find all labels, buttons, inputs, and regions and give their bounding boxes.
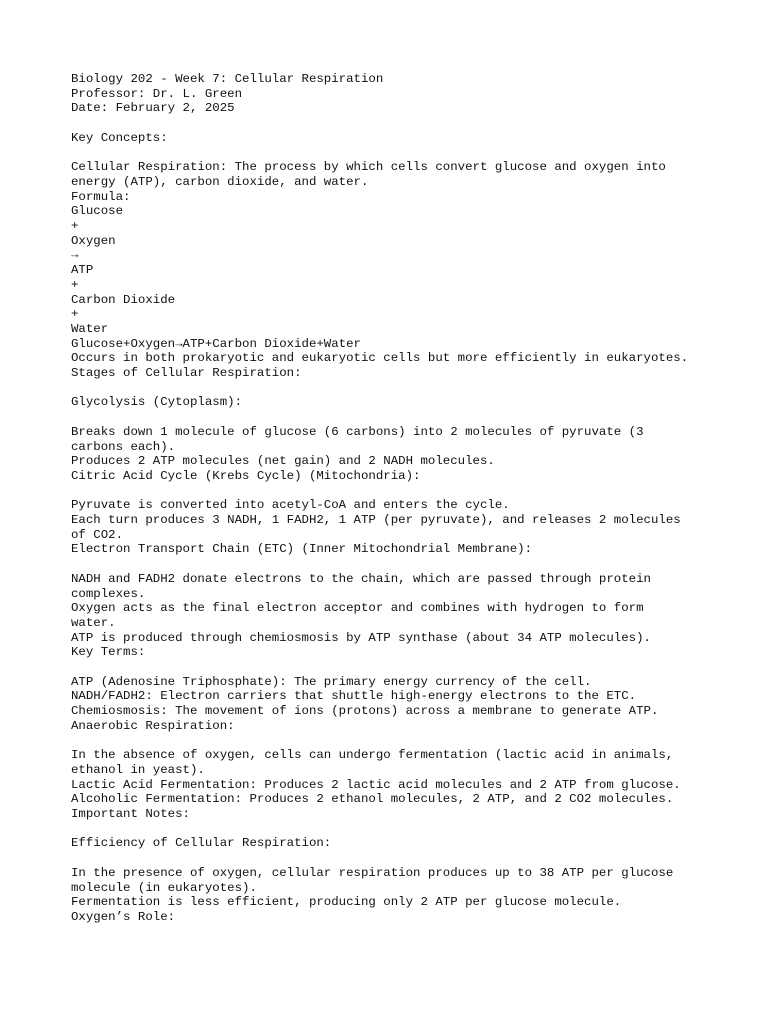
blank-line <box>71 557 751 572</box>
professor-line: Professor: Dr. L. Green <box>71 86 243 101</box>
text-line: + <box>71 277 79 292</box>
date-line: Date: February 2, 2025 <box>71 101 235 116</box>
blank-line <box>71 484 751 499</box>
text-line: In the absence of oxygen, cells can undergo fermentation (lactic acid in animals, <box>71 748 674 763</box>
document-title: Biology 202 - Week 7: Cellular Respiration <box>71 72 384 86</box>
text-line: Oxygen’s Role: <box>71 909 176 924</box>
text-line: Occurs in both prokaryotic and eukaryotic cells but more efficiently in eukaryotes. <box>71 351 689 366</box>
text-line: Electron Transport Chain (ETC) (Inner Mitochondrial Membrane): <box>71 542 533 557</box>
blank-line <box>71 660 751 675</box>
blank-line <box>71 410 751 425</box>
text-line: In the presence of oxygen, cellular respiration produces up to 38 ATP per glucose <box>71 865 674 880</box>
text-line: water. <box>71 615 116 630</box>
text-line: ATP (Adenosine Triphosphate): The primary energy currency of the cell. <box>71 674 592 689</box>
text-line: of CO2. <box>71 527 124 542</box>
blank-line <box>71 146 751 161</box>
text-line: Fermentation is less efficient, producing only 2 ATP per glucose molecule. <box>71 895 622 910</box>
document-body <box>71 131 751 925</box>
text-line: NADH/FADH2: Electron carriers that shuttle high-energy electrons to the ETC. <box>71 689 637 704</box>
text-line: energy (ATP), carbon dioxide, and water. <box>71 174 369 189</box>
text-line: Stages of Cellular Respiration: <box>71 366 302 381</box>
text-line: Oxygen acts as the final electron acceptor and combines with hydrogen to form <box>71 601 644 616</box>
text-line: carbons each). <box>71 439 176 454</box>
text-line: ATP is produced through chemiosmosis by ATP synthase (about 34 ATP molecules). <box>71 630 651 645</box>
text-line: Glucose+Oxygen→ATP+Carbon Dioxide+Water <box>71 336 361 351</box>
text-line: Key Terms: <box>71 645 146 660</box>
text-line: Anaerobic Respiration: <box>71 718 235 733</box>
text-line: molecule (in eukaryotes). <box>71 880 257 895</box>
text-line: Oxygen <box>71 233 116 248</box>
text-line: Cellular Respiration: The process by which cells convert glucose and oxygen into <box>71 160 666 175</box>
text-line: Carbon Dioxide <box>71 292 176 307</box>
text-line: NADH and FADH2 donate electrons to the chain, which are passed through protein <box>71 571 651 586</box>
text-line: Alcoholic Fermentation: Produces 2 ethanol molecules, 2 ATP, and 2 CO2 molecules. <box>71 792 674 807</box>
text-line: Chemiosmosis: The movement of ions (protons) across a membrane to generate ATP. <box>71 704 659 719</box>
blank-line <box>71 116 751 131</box>
text-line: Formula: <box>71 189 131 204</box>
text-line: Glucose <box>71 204 124 219</box>
text-line: Water <box>71 321 109 336</box>
text-line: + <box>71 307 79 322</box>
text-line: Important Notes: <box>71 807 190 822</box>
text-line: Glycolysis (Cytoplasm): <box>71 395 243 410</box>
text-line: complexes. <box>71 586 146 601</box>
text-line: Each turn produces 3 NADH, 1 FADH2, 1 ATP (per pyruvate), and releases 2 molecules <box>71 513 681 528</box>
text-line: → <box>71 248 79 263</box>
blank-line <box>71 734 751 749</box>
text-line: Efficiency of Cellular Respiration: <box>71 836 332 851</box>
text-line: ethanol in yeast). <box>71 762 205 777</box>
blank-line <box>71 851 751 866</box>
text-line: Breaks down 1 molecule of glucose (6 carbons) into 2 molecules of pyruvate (3 <box>71 424 644 439</box>
text-line: Citric Acid Cycle (Krebs Cycle) (Mitochondria): <box>71 468 421 483</box>
text-line: Pyruvate is converted into acetyl-CoA and enters the cycle. <box>71 498 510 513</box>
text-line: Key Concepts: <box>71 130 168 145</box>
text-line: Produces 2 ATP molecules (net gain) and 2 NADH molecules. <box>71 454 495 469</box>
blank-line <box>71 381 751 396</box>
text-line: Lactic Acid Fermentation: Produces 2 lactic acid molecules and 2 ATP from glucose. <box>71 777 681 792</box>
document-page <box>71 72 751 925</box>
text-line: + <box>71 219 79 233</box>
text-line: ATP <box>71 263 94 278</box>
blank-line <box>71 822 751 837</box>
